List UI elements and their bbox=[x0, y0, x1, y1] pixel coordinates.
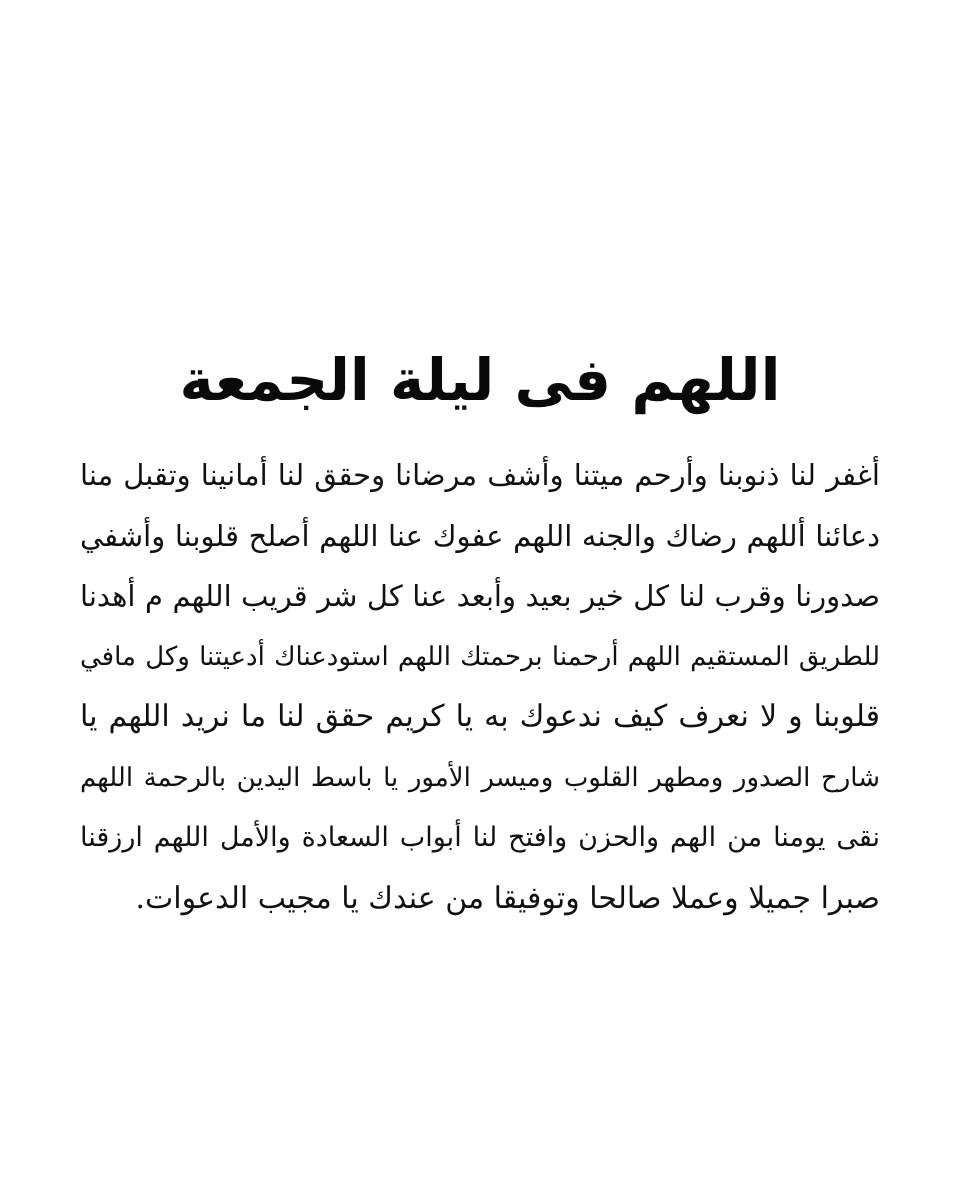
dua-line-2: دعائنا أللهم رضاك والجنه اللهم عفوك عنا اللهم أصلح قلوبنا وأشفي bbox=[80, 518, 880, 553]
dua-line-4: للطريق المستقيم اللهم أرحمنا برحمتك اللهم استودعناك أدعيتنا وكل مافي bbox=[80, 641, 880, 672]
dua-line-3: صدورنا وقرب لنا كل خير بعيد وأبعد عنا كل شر قريب اللهم م أهدنا bbox=[80, 579, 880, 613]
dua-line-1: أغفر لنا ذنوبنا وأرحم ميتنا وأشف مرضانا وحقق لنا أمانينا وتقبل منا bbox=[80, 458, 880, 492]
dua-text bbox=[80, 445, 880, 929]
dua-line-8: صبرا جميلا وعملا صالحا وتوفيقا من عندك يا مجيب الدعوات. bbox=[135, 880, 880, 916]
page-title: اللهم فى ليلة الجمعة bbox=[179, 346, 781, 414]
dua-line-6: شارح الصدور ومطهر القلوب وميسر الأمور يا باسط اليدين بالرحمة اللهم bbox=[80, 762, 880, 793]
dua-line-5: قلوبنا و لا نعرف كيف ندعوك به يا كريم حقق لنا ما نريد اللهم يا bbox=[80, 699, 880, 734]
dua-line-7: نقى يومنا من الهم والحزن وافتح لنا أبواب السعادة والأمل اللهم ارزقنا bbox=[80, 822, 880, 853]
